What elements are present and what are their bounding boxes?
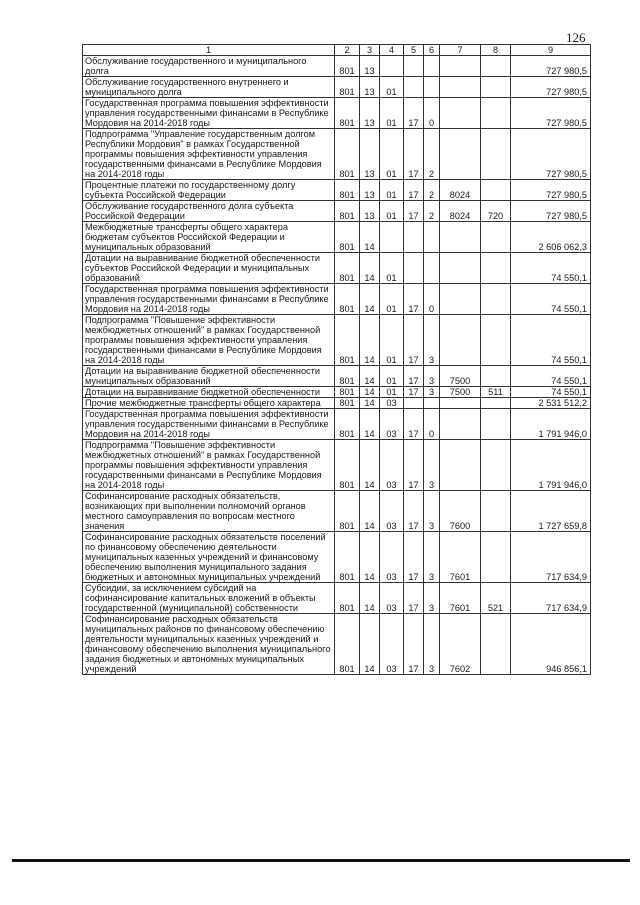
row-code-2-cell: 801 (335, 77, 360, 98)
row-name-cell: Обслуживание государственного долга субъекта Российской Федерации (83, 201, 335, 222)
row-amount-cell: 2 531 512,2 (511, 398, 591, 409)
row-code-2-cell: 801 (335, 98, 360, 129)
row-code-3-cell: 14 (360, 284, 380, 315)
table-row (83, 129, 591, 180)
row-amount-cell: 74 550,1 (511, 253, 591, 284)
row-code-7-cell: 7600 (440, 491, 481, 532)
table-row (83, 398, 591, 409)
row-name-cell: Межбюджетные трансферты общего характера бюджетам субъектов Российской Федерации и муниципальных образований (83, 222, 335, 253)
row-code-4-cell: 01 (380, 201, 404, 222)
row-code-4-cell: 01 (380, 180, 404, 201)
row-code-2-cell: 801 (335, 532, 360, 583)
row-code-4-cell: 01 (380, 284, 404, 315)
row-amount-cell: 717 634,9 (511, 532, 591, 583)
table-row (83, 253, 591, 284)
row-code-8-cell (481, 180, 511, 201)
table-row (83, 532, 591, 583)
row-code-8-cell (481, 129, 511, 180)
row-name-cell: Дотации на выравнивание бюджетной обеспеченности субъектов Российской Федерации и муниципальных образований (83, 253, 335, 284)
row-code-6-cell: 3 (424, 614, 440, 675)
row-code-7-cell (440, 253, 481, 284)
table-row (83, 77, 591, 98)
row-code-5-cell: 17 (404, 129, 424, 180)
row-code-7-cell: 7602 (440, 614, 481, 675)
row-code-7-cell (440, 77, 481, 98)
page-number: 126 (566, 30, 586, 45)
row-code-3-cell: 13 (360, 129, 380, 180)
table-row (83, 201, 591, 222)
row-code-8-cell (481, 614, 511, 675)
row-code-3-cell: 14 (360, 409, 380, 440)
row-code-6-cell: 0 (424, 409, 440, 440)
row-amount-cell: 2 606 062,3 (511, 222, 591, 253)
row-amount-cell: 717 634,9 (511, 583, 591, 614)
row-code-3-cell: 14 (360, 253, 380, 284)
row-code-2-cell: 801 (335, 56, 360, 77)
row-code-8-cell (481, 398, 511, 409)
row-code-5-cell: 17 (404, 98, 424, 129)
row-code-4-cell (380, 222, 404, 253)
row-code-7-cell (440, 222, 481, 253)
row-code-4-cell: 01 (380, 366, 404, 387)
table-row (83, 409, 591, 440)
row-code-8-cell (481, 315, 511, 366)
row-code-2-cell: 801 (335, 284, 360, 315)
row-code-3-cell: 14 (360, 532, 380, 583)
row-amount-cell: 727 980,5 (511, 98, 591, 129)
row-code-5-cell: 17 (404, 583, 424, 614)
row-code-4-cell: 01 (380, 253, 404, 284)
row-amount-cell: 74 550,1 (511, 284, 591, 315)
row-code-2-cell: 801 (335, 387, 360, 398)
table-row (83, 284, 591, 315)
row-amount-cell: 1 791 946,0 (511, 409, 591, 440)
row-code-5-cell: 17 (404, 409, 424, 440)
row-code-7-cell: 7500 (440, 387, 481, 398)
row-code-4-cell: 03 (380, 398, 404, 409)
row-name-cell: Субсидии, за исключением субсидий на софинансирование капитальных вложений в объекты государственной (муниципальной) собственности (83, 583, 335, 614)
row-name-cell: Прочие межбюджетные трансферты общего характера (83, 398, 335, 409)
row-amount-cell: 74 550,1 (511, 387, 591, 398)
row-name-cell: Государственная программа повышения эффективности управления государственными финансами в Республике Мордовия на 2014-2018 годы (83, 98, 335, 129)
row-code-6-cell: 0 (424, 98, 440, 129)
row-code-5-cell: 17 (404, 387, 424, 398)
row-code-7-cell: 8024 (440, 201, 481, 222)
row-amount-cell: 727 980,5 (511, 56, 591, 77)
row-code-2-cell: 801 (335, 440, 360, 491)
row-amount-cell: 74 550,1 (511, 366, 591, 387)
row-code-5-cell (404, 77, 424, 98)
row-amount-cell: 727 980,5 (511, 129, 591, 180)
column-header-7: 7 (440, 45, 481, 56)
row-code-8-cell: 511 (481, 387, 511, 398)
row-code-6-cell (424, 222, 440, 253)
row-code-3-cell: 13 (360, 180, 380, 201)
row-code-4-cell: 01 (380, 98, 404, 129)
bottom-rule (12, 859, 630, 862)
table-row (83, 98, 591, 129)
column-header-4: 4 (380, 45, 404, 56)
row-code-3-cell: 13 (360, 98, 380, 129)
row-code-4-cell: 01 (380, 387, 404, 398)
row-code-5-cell: 17 (404, 532, 424, 583)
row-code-8-cell (481, 56, 511, 77)
row-code-3-cell: 14 (360, 366, 380, 387)
row-code-2-cell: 801 (335, 129, 360, 180)
row-code-3-cell: 14 (360, 398, 380, 409)
row-code-7-cell: 8024 (440, 180, 481, 201)
row-code-6-cell: 2 (424, 201, 440, 222)
row-code-8-cell: 720 (481, 201, 511, 222)
table-body (83, 56, 591, 675)
row-amount-cell: 946 856,1 (511, 614, 591, 675)
row-code-8-cell (481, 366, 511, 387)
row-code-7-cell (440, 284, 481, 315)
row-code-7-cell (440, 409, 481, 440)
row-code-7-cell (440, 98, 481, 129)
row-amount-cell: 1 791 946,0 (511, 440, 591, 491)
row-code-3-cell: 14 (360, 614, 380, 675)
table-row (83, 180, 591, 201)
row-name-cell: Подпрограмма "Управление государственным долгом Республики Мордовия" в рамках Государственной программы повышения эффективности управления государственными финансами в Республике Мордовия на 2014-2018 годы (83, 129, 335, 180)
table-row (83, 366, 591, 387)
row-name-cell: Процентные платежи по государственному долгу субъекта Российской Федерации (83, 180, 335, 201)
row-code-6-cell (424, 77, 440, 98)
row-code-4-cell: 03 (380, 532, 404, 583)
row-code-3-cell: 14 (360, 440, 380, 491)
row-code-7-cell: 7601 (440, 583, 481, 614)
row-name-cell: Обслуживание государственного внутреннего и муниципального долга (83, 77, 335, 98)
row-code-4-cell: 01 (380, 315, 404, 366)
row-code-7-cell (440, 440, 481, 491)
column-header-2: 2 (335, 45, 360, 56)
row-code-6-cell: 3 (424, 532, 440, 583)
row-name-cell: Подпрограмма "Повышение эффективности межбюджетных отношений" в рамках Государственной программы повышения эффективности управления государственными финансами в Республике Мордовия на 2014-2018 годы (83, 315, 335, 366)
row-code-6-cell: 3 (424, 583, 440, 614)
row-code-6-cell (424, 398, 440, 409)
column-header-1: 1 (83, 45, 335, 56)
row-amount-cell: 74 550,1 (511, 315, 591, 366)
row-name-cell: Государственная программа повышения эффективности управления государственными финансами в Республике Мордовия на 2014-2018 годы (83, 284, 335, 315)
row-code-7-cell (440, 315, 481, 366)
row-code-3-cell: 14 (360, 387, 380, 398)
row-code-3-cell: 14 (360, 583, 380, 614)
row-code-8-cell (481, 284, 511, 315)
row-code-8-cell (481, 222, 511, 253)
row-code-5-cell (404, 253, 424, 284)
budget-table (82, 44, 591, 675)
table-row (83, 315, 591, 366)
row-code-2-cell: 801 (335, 491, 360, 532)
row-code-7-cell (440, 56, 481, 77)
column-header-6: 6 (424, 45, 440, 56)
row-name-cell: Государственная программа повышения эффективности управления государственными финансами в Республике Мордовия на 2014-2018 годы (83, 409, 335, 440)
row-code-6-cell: 0 (424, 284, 440, 315)
table-header-row (83, 45, 591, 56)
row-code-3-cell: 14 (360, 315, 380, 366)
column-header-8: 8 (481, 45, 511, 56)
row-code-2-cell: 801 (335, 583, 360, 614)
row-code-4-cell: 03 (380, 409, 404, 440)
row-code-8-cell (481, 440, 511, 491)
row-code-5-cell: 17 (404, 284, 424, 315)
row-code-6-cell: 3 (424, 315, 440, 366)
column-header-3: 3 (360, 45, 380, 56)
row-code-2-cell: 801 (335, 201, 360, 222)
row-code-8-cell (481, 532, 511, 583)
row-code-4-cell (380, 56, 404, 77)
row-code-6-cell (424, 253, 440, 284)
row-code-3-cell: 13 (360, 56, 380, 77)
row-code-6-cell: 2 (424, 180, 440, 201)
row-code-4-cell: 01 (380, 129, 404, 180)
row-code-6-cell: 2 (424, 129, 440, 180)
row-amount-cell: 727 980,5 (511, 180, 591, 201)
row-code-2-cell: 801 (335, 398, 360, 409)
row-code-5-cell: 17 (404, 440, 424, 491)
row-code-3-cell: 14 (360, 491, 380, 532)
row-code-2-cell: 801 (335, 366, 360, 387)
row-name-cell: Подпрограмма "Повышение эффективности межбюджетных отношений" в рамках Государственной программы повышения эффективности управления государственными финансами в Республике Мордовия на 2014-2018 годы (83, 440, 335, 491)
row-code-8-cell (481, 253, 511, 284)
table-row (83, 222, 591, 253)
row-code-4-cell: 03 (380, 491, 404, 532)
row-code-4-cell: 03 (380, 440, 404, 491)
table-row (83, 440, 591, 491)
row-code-8-cell (481, 98, 511, 129)
table-row (83, 614, 591, 675)
row-code-3-cell: 14 (360, 222, 380, 253)
row-code-3-cell: 13 (360, 201, 380, 222)
row-code-6-cell (424, 56, 440, 77)
row-name-cell: Дотации на выравнивание бюджетной обеспеченности муниципальных образований (83, 366, 335, 387)
row-code-6-cell: 3 (424, 440, 440, 491)
table-row (83, 56, 591, 77)
row-amount-cell: 727 980,5 (511, 77, 591, 98)
row-code-8-cell (481, 491, 511, 532)
row-code-2-cell: 801 (335, 180, 360, 201)
column-header-5: 5 (404, 45, 424, 56)
row-code-6-cell: 3 (424, 491, 440, 532)
row-code-2-cell: 801 (335, 315, 360, 366)
row-code-5-cell: 17 (404, 315, 424, 366)
row-code-5-cell (404, 222, 424, 253)
row-code-2-cell: 801 (335, 614, 360, 675)
row-code-7-cell: 7500 (440, 366, 481, 387)
row-code-2-cell: 801 (335, 409, 360, 440)
row-code-7-cell: 7601 (440, 532, 481, 583)
row-code-7-cell (440, 129, 481, 180)
row-code-5-cell: 17 (404, 614, 424, 675)
row-code-2-cell: 801 (335, 253, 360, 284)
table-row (83, 491, 591, 532)
row-code-4-cell: 03 (380, 614, 404, 675)
row-code-5-cell: 17 (404, 180, 424, 201)
row-code-5-cell: 17 (404, 491, 424, 532)
row-name-cell: Софинансирование расходных обязательств поселений по финансовому обеспечению деятельности муниципальных казенных учреждений и финансовому обеспечению выполнения муниципального задания бюджетных и автономных муниципальных учреждений (83, 532, 335, 583)
row-name-cell: Дотации на выравнивание бюджетной обеспеченности (83, 387, 335, 398)
table-row (83, 387, 591, 398)
row-name-cell: Софинансирование расходных обязательств муниципальных районов по финансовому обеспечению деятельности муниципальных казенных учреждений и финансовому обеспечению выполнения муниципального задания бюджетных и автономных муниципальных учреждений (83, 614, 335, 675)
row-name-cell: Обслуживание государственного и муниципального долга (83, 56, 335, 77)
row-code-5-cell: 17 (404, 366, 424, 387)
row-code-8-cell: 521 (481, 583, 511, 614)
row-code-4-cell: 03 (380, 583, 404, 614)
row-amount-cell: 1 727 659,8 (511, 491, 591, 532)
row-code-8-cell (481, 77, 511, 98)
row-code-5-cell: 17 (404, 201, 424, 222)
row-code-7-cell (440, 398, 481, 409)
row-code-5-cell (404, 56, 424, 77)
row-code-6-cell: 3 (424, 366, 440, 387)
column-header-9: 9 (511, 45, 591, 56)
row-code-6-cell: 3 (424, 387, 440, 398)
row-code-2-cell: 801 (335, 222, 360, 253)
row-code-3-cell: 13 (360, 77, 380, 98)
row-name-cell: Софинансирование расходных обязательств, возникающих при выполнении полномочий органов местного самоуправления по вопросам местного значения (83, 491, 335, 532)
row-code-5-cell (404, 398, 424, 409)
row-amount-cell: 727 980,5 (511, 201, 591, 222)
row-code-8-cell (481, 409, 511, 440)
row-code-4-cell: 01 (380, 77, 404, 98)
table-row (83, 583, 591, 614)
